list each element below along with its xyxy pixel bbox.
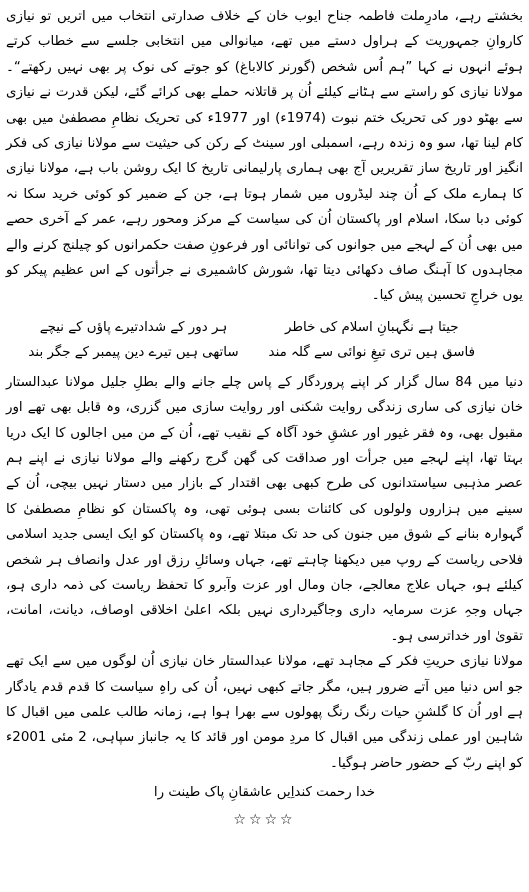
couplet-1-line-2: ہر دور کے شدادتیرے پاؤں کے نیچے <box>39 319 228 335</box>
paragraph-1: بخشتے رہے، مادرِملت فاطمہ جناح ایوب خان کے خلاف صدارتی انتخاب میں اتریں تو نیازی کاروانِ جمہوریت کے ہراول دستے میں تھے، میانوالی میں انتخابی جلسے سے خطاب کرتے ہوئے انہوں نے کہا ”ہم اُس شخص (گورنر کالاباغ) کو جوتے کی نوک پر بھی نہیں رکھتے“۔ مولانا نیازی کو راستے سے ہٹانے کیلئے اُن پر قاتلانہ حملے بھی کرائے گئے، لیکن قدرت نے نیازی سے بھٹو دور کی تحریک ختم نبوت (1974ء) اور 1977ء کی تحریک نظامِ مصطفیٰ میں بھی کام لینا تھا، سو وہ زندہ رہے، اسمبلی اور سینٹ کے رکن کی حیثیت سے مولانا نیازی کی فکر انگیز اور تاریخ ساز تقریریں آج بھی ہماری پارلیمانی تاریخ کا ایک روشن باب ہے، مولانا نیازی کا ہمارے ملک کے اُن چند لیڈروں میں شمار ہوتا ہے، جن کے ضمیر کو کوئی خرید سکا نہ کوئی دبا سکا، اسلام اور پاکستان اُن کی سیاست کے مرکز ومحور رہے، عمر کے آخری حصے میں بھی اُن کے لہجے میں جوانوں کی توانائی اور فرعونِ صفت حکمرانوں کو چیلنج کرنے والے مجاہدوں کا آہنگ صاف دکھائی دیتا تھا، شورش کاشمیری نے جرأتوں کے اس عظیم پیکر کو یوں خراجِ تحسین پیش کیا۔ <box>6 9 523 304</box>
paragraph-2: دنیا میں 84 سال گزار کر اپنے پروردگار کے پاس چلے جانے والے بطلِ جلیل مولانا عبدالستار خان نیازی کی ساری زندگی روایت شکنی اور روایت سازی میں گزری، وہ قابل بھی تھے اور مقبول بھی، وہ فقر غیور اور عشقِ خود آگاہ کے نقیب تھے، اُن کے من میں اجالوں کا ایک دریا بہتا تھا، اپنے لہجے میں جرأت اور صداقت کی گھن گرج رکھنے والے مولانا نیازی نے اپنے ہم عصر مذہبی سیاستدانوں کی طرح کبھی بھی اقتدار کے بازار میں دستار نہیں بیچی، اُن کے سینے میں ہزاروں ولولوں کی کائنات بسی ہوئی تھی، وہ پاکستان کو نظامِ مصطفیٰ کا گہوارہ بنانے کے شوق میں جنون کی حد تک مبتلا تھے، وہ پاکستان کو ایک ایسی جدید اسلامی فلاحی ریاست کے روپ میں دیکھنا چاہتے تھے، جہاں وسائلِ رزق اور عدل وانصاف ہر شخص کیلئے ہو، جہاں علاج معالجے، جان ومال اور عزت وآبرو کا تحفظ ریاست کی ذمہ داری ہو، جہاں وجہِ عزت سرمایہ داری وجاگیرداری نہیں بلکہ اعلیٰ اخلاقی اوصاف، دیانت، امانت، تقویٰ اور خداترسی ہو۔ <box>6 374 523 644</box>
couplet-2-line-1: فاسق ہیں تری تیغِ نوائی سے گلہ مند <box>268 345 475 361</box>
couplet-2-line-2: ساتھی ہیں تیرے دین پیمبر کے جگر بند <box>28 345 239 361</box>
paragraph-3: مولانا نیازی حریتِ فکر کے مجاہد تھے، مولانا عبدالستار خان نیازی اُن لوگوں میں سے ایک تھے جو اس دنیا میں آتے ضرور ہیں، مگر جاتے کبھی نہیں، اُن کی راہِ سیاست کا قدم قدم یادگار ہے اور اُن کا گلشنِ حیات رنگ رنگ پھولوں سے بھرا ہوا ہے، زمانہ طالب علمی میں اقبال کا شاہین اور عملی زندگی میں اقبال کا مردِ مومن اور قائد کا یہ جانباز سپاہی، 2 مئی 2001ء کو اپنے ربّ کے حضور حاضر ہوگیا۔ <box>6 654 523 771</box>
poem-couplets <box>6 309 523 370</box>
stars-divider: ☆☆☆☆ <box>233 811 296 828</box>
couplet-1-line-1: جیتا ہے نگہبانِ اسلام کی خاطر <box>285 319 459 335</box>
closing-verse: خدا رحمت کنداِیں عاشقانِ پاک طینت را <box>153 785 376 801</box>
